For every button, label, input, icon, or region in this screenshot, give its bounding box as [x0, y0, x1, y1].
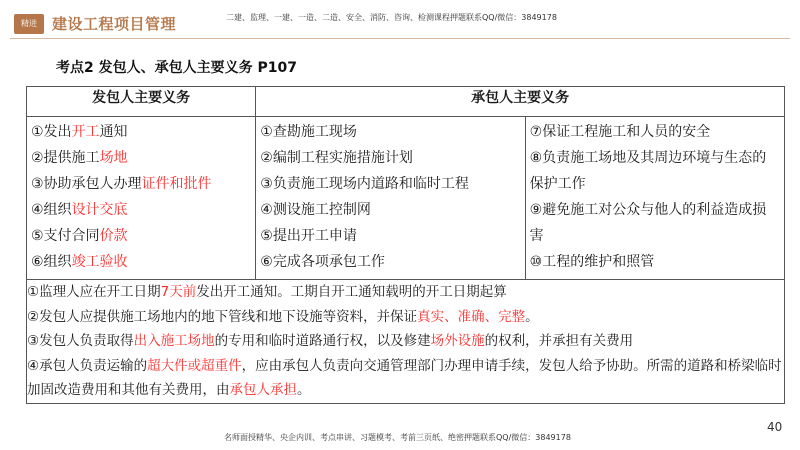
employer-header: 发包人主要义务 — [27, 87, 256, 117]
list-item: ④测设施工控制网 — [260, 202, 371, 218]
note-4: ④承包人负责运输的超大件或超重件，应由承包人负责向交通管理部门办理申请手续，发包人给予协助。所需的道路和桥梁临时加固改造费用和其他有关费用，由承包人承担。 — [27, 357, 782, 398]
list-item: ②编制工程实施措施计划 — [260, 150, 413, 166]
contractor-obligations-cell-left — [256, 117, 525, 280]
list-item: ③协助承包人办理证件和批件 — [31, 176, 212, 192]
list-item: ⑦保证工程施工和人员的安全 — [529, 124, 711, 140]
obligations-table — [26, 86, 785, 404]
note-1: ①监理人应在开工日期7天前发出开工通知。工期自开工通知载明的开工日期起算 — [27, 284, 507, 300]
brand — [14, 13, 176, 34]
list-item: ⑧负责施工场地及其周边环境与生态的保护工作 — [529, 150, 767, 192]
list-item: ⑥完成各项承包工作 — [260, 254, 385, 270]
list-item: ⑤支付合同价款 — [31, 228, 128, 244]
note-2: ②发包人应提供施工场地内的地下管线和地下设施等资料，并保证真实、准确、完整。 — [27, 308, 539, 325]
list-item: ④组织设计交底 — [31, 202, 128, 218]
list-item: ②提供施工场地 — [31, 150, 128, 166]
list-item: ①发出开工通知 — [31, 124, 128, 140]
header-contact-note: 二建、监理、一建、一造、二造、安全、消防、咨询、检测课程押题联系QQ/微信：3849178 — [226, 13, 557, 22]
notes-row — [27, 280, 785, 404]
contractor-obligations-list-left — [256, 117, 524, 279]
notes-cell — [27, 280, 785, 404]
page-number: 40 — [767, 420, 783, 434]
note-3: ③发包人负责取得出入施工场地的专用和临时道路通行权，以及修建场外设施的权利，并承担有关费用 — [27, 333, 634, 349]
list-item: ⑥组织竣工验收 — [31, 254, 128, 270]
contractor-obligations-cell-right — [525, 117, 784, 280]
brand-logo: 精进 — [14, 14, 44, 34]
contractor-header: 承包人主要义务 — [256, 87, 785, 117]
list-item: ①查勘施工现场 — [260, 124, 357, 140]
header-divider — [10, 38, 790, 39]
list-item: ③负责施工现场内道路和临时工程 — [260, 176, 469, 192]
course-title: 建设工程项目管理 — [52, 15, 177, 33]
list-item: ⑩工程的维护和照管 — [529, 254, 655, 270]
topic-title: 考点2 发包人、承包人主要义务 P107 — [56, 60, 297, 76]
list-item: ⑤提出开工申请 — [260, 228, 357, 244]
employer-obligations-cell — [27, 117, 256, 280]
employer-obligations-list — [27, 117, 255, 279]
footer-contact-note: 名师面授精华、央企内训、考点串讲、习题模考、考前三页纸、绝密押题联系QQ/微信：3849178 — [224, 433, 571, 442]
table-header-row — [27, 87, 785, 117]
obligations-row — [27, 117, 785, 280]
list-item: ⑨避免施工对公众与他人的利益造成损害 — [529, 202, 767, 244]
contractor-obligations-list-right — [526, 117, 784, 279]
